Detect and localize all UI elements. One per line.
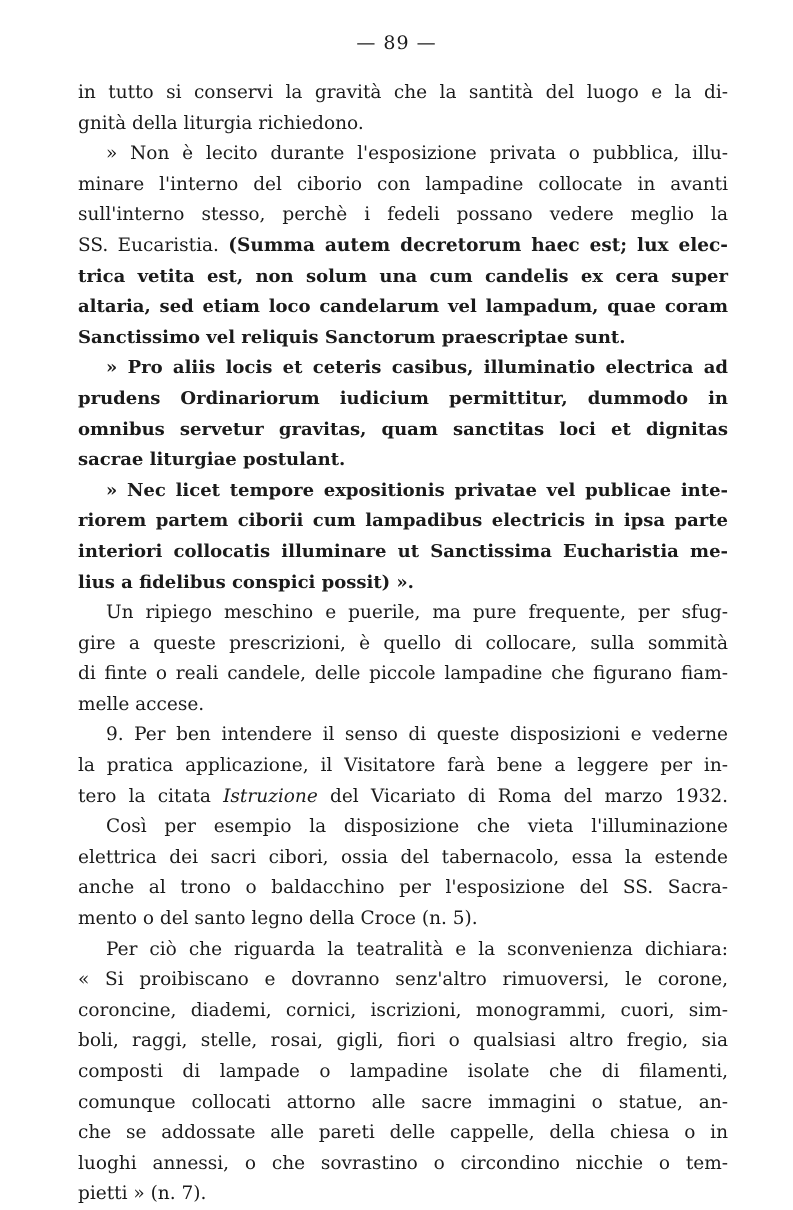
- text-line: sull'interno stesso, perchè i fedeli possano vedere meglio la: [78, 204, 728, 226]
- italic-title: Istruzione: [223, 785, 318, 807]
- text-line: Per ciò che riguarda la teatralità e la sconvenienza dichiara:: [106, 938, 728, 960]
- text-line: Un ripiego meschino e puerile, ma pure frequente, per sfug-: [106, 602, 728, 624]
- text-line: 9. Per ben intendere il senso di queste disposizioni e vederne: [106, 724, 728, 746]
- text-line: luoghi annessi, o che sovrastino o circondino nicchie o tem-: [78, 1152, 728, 1174]
- text-line: mento o del santo legno della Croce (n. 5).: [78, 908, 478, 930]
- text-line: boli, raggi, stelle, rosai, gigli, fiori o qualsiasi altro fregio, sia: [78, 1030, 728, 1052]
- text-line: gire a queste prescrizioni, è quello di collocare, sulla sommità: [78, 632, 728, 654]
- text-line: Così per esempio la disposizione che vieta l'illuminazione: [106, 816, 728, 838]
- text-line: trica vetita est, non solum una cum candelis ex cera super: [78, 265, 728, 287]
- line-segment: tero la citata: [78, 785, 224, 807]
- text-line: riorem partem ciborii cum lampadibus electricis in ipsa parte: [78, 510, 728, 532]
- text-line: omnibus servetur gravitas, quam sanctitas loci et dignitas: [78, 418, 728, 440]
- line-segment-bold: (Summa autem decretorum haec est; lux elec-: [228, 234, 728, 256]
- text-line: » Pro aliis locis et ceteris casibus, illuminatio electrica ad: [106, 357, 728, 379]
- text-line: melle accese.: [78, 693, 205, 715]
- text-line: interiori collocatis illuminare ut Sanctissima Eucharistia me-: [78, 540, 728, 562]
- text-line: « Si proibiscano e dovranno senz'altro rimuoversi, le corone,: [78, 969, 728, 991]
- body-text: [78, 78, 728, 1210]
- text-line: [78, 231, 728, 262]
- text-line: di finte o reali candele, delle piccole lampadine che figurano fiam-: [78, 663, 728, 685]
- line-segment: del Vicariato di Roma del marzo 1932.: [317, 785, 728, 807]
- text-line: comunque collocati attorno alle sacre immagini o statue, an-: [78, 1091, 728, 1113]
- text-line: che se addossate alle pareti delle cappelle, della chiesa o in: [78, 1122, 728, 1144]
- text-line: » Non è lecito durante l'esposizione privata o pubblica, illu-: [106, 143, 728, 165]
- text-line: gnità della liturgia richiedono.: [78, 112, 364, 134]
- text-line: in tutto si conservi la gravità che la santità del luogo e la di-: [78, 82, 728, 103]
- text-line: sacrae liturgiae postulant.: [78, 449, 346, 471]
- text-line: pietti » (n. 7).: [78, 1183, 207, 1205]
- page-number: — 89 —: [356, 32, 437, 54]
- text-line: anche al trono o baldacchino per l'esposizione del SS. Sacra-: [78, 877, 728, 899]
- text-line: la pratica applicazione, il Visitatore farà bene a leggere per in-: [78, 755, 728, 777]
- text-line: prudens Ordinariorum iudicium permittitur, dummodo in: [78, 387, 728, 409]
- text-line: coroncine, diademi, cornici, iscrizioni, monogrammi, cuori, sim-: [78, 999, 728, 1021]
- line-segment: SS. Eucaristia.: [78, 234, 229, 256]
- text-line: minare l'interno del ciborio con lampadine collocate in avanti: [78, 173, 728, 195]
- text-line: » Nec licet tempore expositionis privatae vel publicae inte-: [106, 479, 728, 501]
- text-line: altaria, sed etiam loco candelarum vel lampadum, quae coram: [78, 296, 728, 318]
- text-line: Sanctissimo vel reliquis Sanctorum praescriptae sunt.: [78, 326, 626, 348]
- text-line: elettrica dei sacri cibori, ossia del tabernacolo, essa la estende: [78, 846, 728, 868]
- text-line: [78, 782, 728, 813]
- text-line: lius a fidelibus conspici possit) ».: [78, 571, 414, 593]
- text-line: composti di lampade o lampadine isolate che di filamenti,: [78, 1061, 728, 1082]
